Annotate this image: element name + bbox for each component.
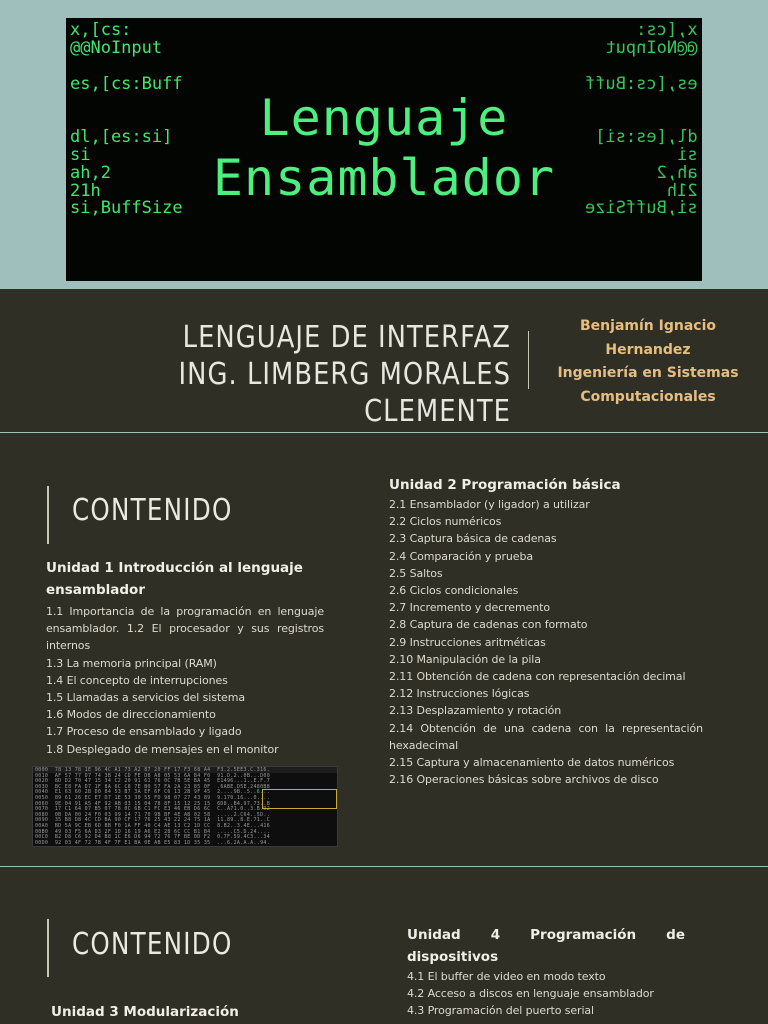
author-line: Benjamín Ignacio: [580, 318, 716, 334]
unit1-items: [46, 603, 324, 758]
section-heading: CONTENIDO: [72, 927, 233, 962]
list-item: 1.6 Modos de direccionamiento: [46, 708, 216, 722]
unit4-title: Unidad 4 Programación de dispositivos: [407, 927, 685, 965]
section-heading: CONTENIDO: [72, 493, 233, 528]
course-title: [72, 319, 511, 430]
list-item: 2.14 Obtención de una cadena con la representación hexadecimal: [389, 721, 703, 752]
cover-title-line1: Lenguaje: [259, 89, 509, 147]
list-item: 2.11 Obtención de cadena con representación decimal: [389, 670, 686, 684]
list-item: 2.16 Operaciones básicas sobre archivos de disco: [389, 773, 659, 787]
list-item: 2.1 Ensamblador (y ligador) a utilizar: [389, 498, 590, 511]
hex-highlight: [262, 789, 337, 809]
cover-title: [66, 88, 702, 208]
list-item: 2.9 Instrucciones aritméticas: [389, 635, 546, 649]
code-background-left: x,[cs: @@NoInput es,[cs:Buff dl,[es:si] si ah,2 21h si,BuffSize: [70, 20, 183, 219]
hex-dump: 0000 78 13 78 1E 96 4C A1 73 A2 87 20 FF 17 F3 68 A4 F3.2.5EE3.C.316. 0010 AF 57 77 D7 74 3B 24 CD FE DB A8 05 53 6A B4 F0 91.D.2..0B...D00 0020 8D D2 70 47 15 34 C2 20 91 61 76 0C 7B 5E BA 45 E1496...1..E.F.7 0030 BC E8 FA D7 1F 8A 6C C8 7E B0 57 FA 2A 23 85 0F .6ABE.D5E.2480B8 0040 E1 63 60 2B D0 84 53 B7 3A EF 6F C6 13 2B 9F 45 2....9B..5..6... 0050 89 61 26 EC E7 D7 1E 53 30 55 FD 98 07 27 43 89 9.170.16...0.... 0060 9E 04 91 A5 4F 92 AB 03 15 04 78 8F 15 12 25 15 6D8..B4.97.73..B 0070 17 C1 64 07 B5 07 78 0C 6B C1 FC E3 46 EB D6 6C C..A71.0..3.B.D2 0080 0B DA 00 24 F0 03 99 14 71 70 9B BF 4E AB 02 58 .....2.C64..5D.. 0090 35 B8 D8 4C CD BA 90 CF 17 76 25 43 22 24 75 1A 11.89..8.E.71..C 00A0 BD 5A 9C EB 6D BB F0 1A FF 40 C4 AE 13 C2 1D CC 8.B2..3.4E...416 00B0 49 03 F5 6A D3 2F 1D 16 19 A6 E2 28 6C CC B1 B4 .....C5.D.24.... 00C0 B2 D8 C6 92 D4 B8 1C E6 D6 94 72 76 7F BE 0D F2 0.7F.59.4C3...34 00D0 92 03 4F 72 7B 4F 7F E1 BA 0E AB E5 83 1D 35 35 ...6.2A.A.A..94.: [35, 767, 271, 846]
cover-title-line2: Ensamblador: [212, 149, 556, 207]
heading-accent-bar: [47, 486, 49, 544]
cover-image: [66, 18, 702, 281]
author-line: Ingeniería en Sistemas: [557, 365, 739, 381]
list-item: 2.2 Ciclos numéricos: [389, 515, 502, 529]
heading-accent-bar: [47, 919, 49, 977]
author-block: [548, 315, 748, 409]
list-item: 2.7 Incremento y decremento: [389, 601, 550, 615]
course-name: LENGUAJE DE INTERFAZ: [182, 320, 511, 355]
list-item: 2.12 Instrucciones lógicas: [389, 687, 530, 701]
unit2-items: [389, 496, 703, 788]
author-line: Hernandez: [605, 341, 691, 358]
cover-slide: [0, 0, 768, 289]
list-item: 2.5 Saltos: [389, 566, 443, 580]
list-item: 2.4 Comparación y prueba: [389, 549, 533, 563]
list-item: 1.5 Llamadas a servicios del sistema: [46, 691, 245, 705]
list-item: 2.6 Ciclos condicionales: [389, 584, 519, 598]
contents-slide-1: [0, 433, 768, 866]
unit4-items: [407, 968, 707, 1020]
list-item: 2.3 Captura básica de cadenas: [389, 532, 557, 546]
title-slide: [0, 289, 768, 432]
title-divider: [528, 331, 529, 389]
list-item: 4.1 El buffer de video en modo texto: [407, 970, 606, 983]
list-item: 1.3 La memoria principal (RAM): [46, 656, 217, 670]
list-item: 2.8 Captura de cadenas con formato: [389, 618, 588, 632]
list-item: 2.13 Desplazamiento y rotación: [389, 704, 562, 718]
list-item: 4.3 Programación del puerto serial: [407, 1004, 595, 1018]
list-item: 2.15 Captura y almacenamiento de datos numéricos: [389, 756, 675, 770]
list-item: 2.10 Manipulación de la pila: [389, 652, 541, 666]
code-background-right: x,[cs: @@NoInput es,[cs:Buff dl,[es:si] si ah,2 21h si,BuffSize: [585, 20, 698, 219]
list-item: 4.2 Acceso a discos en lenguaje ensamblador: [407, 987, 654, 1001]
list-item: 1.1 Importancia de la programación en lenguaje ensamblador. 1.2 El procesador y sus registros internos: [46, 605, 324, 653]
teacher-name: ING. LIMBERG MORALES CLEMENTE: [178, 357, 511, 429]
list-item: 1.8 Desplegado de mensajes en el monitor: [46, 742, 279, 756]
unit3-title: Unidad 3 Modularización: [51, 1004, 239, 1020]
contents-slide-2: [0, 867, 768, 1024]
unit2-title: Unidad 2 Programación básica: [389, 477, 621, 493]
list-item: 1.4 El concepto de interrupciones: [46, 673, 228, 687]
author-line: Computacionales: [580, 388, 716, 405]
unit1-title: Unidad 1 Introducción al lenguaje ensamblador: [46, 560, 303, 598]
hex-editor-screenshot: [32, 766, 338, 847]
list-item: 1.7 Proceso de ensamblado y ligado: [46, 725, 242, 739]
